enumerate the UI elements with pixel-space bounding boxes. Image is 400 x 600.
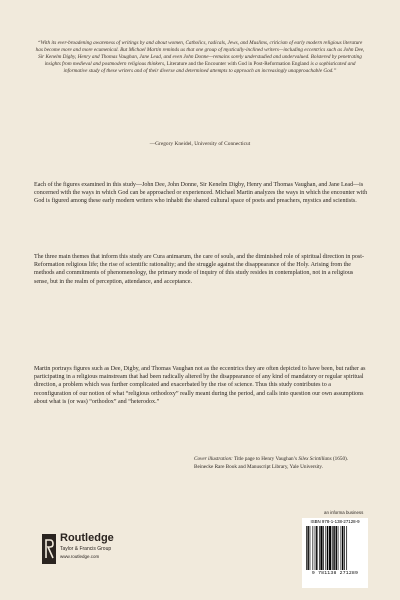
publisher-group: Taylor & Francis Group: [60, 546, 112, 552]
cover-illustration-label: Cover illustration:: [194, 456, 233, 462]
publisher-name: Routledge: [60, 532, 114, 544]
barcode-bars: [306, 526, 364, 570]
endorsement-text: “With its ever-broadening awareness of writings by and about women, Catholics, radicals, Jews, and Muslims, criticism of early modern religious literature has become more and more ecumenical. But Michael Martin reminds us that one group of mystically-inclined writers—including eccentrics such as John Dee, Sir Kenelm Digby, Henry and Thomas Vaughan, Jane Lead, and even John Donne—remains sorely understudied and undervalued. Bolstered by penetrating insights from medieval and postmodern religious thinkers,: [35, 40, 365, 68]
cover-illustration-title: Silex Scintillans: [298, 456, 332, 462]
routledge-logo-icon: [42, 534, 56, 564]
cover-illustration-text: Title page to Henry Vaughan’s: [233, 456, 298, 462]
description-paragraph-1: Each of the figures examined in this study—John Dee, John Donne, Sir Kenelm Digby, Henry and Thomas Vaughan, and Jane Lead—is concerned with the ways in which God can be approached or experienced. Michael Martin analyzes the ways in which the encounter with God is figured among these early modern writers who inhabit the shared cultural space of poets and preachers, mystics and scientists.: [34, 182, 368, 205]
cover-illustration-library: Beinecke Rare Book and Manuscript Library, Yale University.: [194, 463, 323, 470]
publisher-logo: [42, 530, 172, 570]
endorsement-attribution: —Gregory Kneidel, University of Connecticut: [149, 141, 251, 147]
isbn-label: ISBN 978-1-138-27128-9: [310, 519, 360, 524]
publisher-url: www.routledge.com: [60, 554, 100, 559]
description-paragraph-2: The three main themes that inform this study are Cura animarum, the care of souls, and the diminished role of spiritual direction in post-Reformation religious life; the rise of scientific rationality; and the struggle against the disappearance of the Holy. Arising from the methods and commitments of phenomenology, the primary mode of inquiry of this study resides in contemplation, not in a religious sense, but in the realm of perception, attendance, and acceptance.: [34, 254, 364, 285]
endorsement-quote: [34, 40, 366, 75]
informa-label: an informa business: [324, 510, 364, 515]
description-paragraph-3: Martin portrays figures such as Dee, Digby, and Thomas Vaughan not as the eccentrics they are often depicted to have been, but rather as participating in a religious mainstream that had been radically altered by the disappearance of any kind of mandatory or regular spiritual direction, a problem which was further complicated and exacerbated by the rise of science. Thus this study contributes to a reconfiguration of our notion of what “religious orthodoxy” really meant during the period, and calls into question our own assumptions about what is (or was) “orthodox” and “heterodox.”: [34, 366, 366, 405]
endorsement-book-title: Literature and the Encounter with God in Post-Reformation England: [166, 61, 310, 68]
endorsement-text-end: is a sophisticated and informative study of these writers and of their diverse and determined attempts to approach an increasingly unapproachable God.”: [63, 61, 356, 75]
cover-illustration-date: (1650).: [332, 456, 349, 462]
barcode-digits: 9 781138 271289: [311, 571, 359, 576]
cover-illustration-credit: [194, 456, 374, 471]
isbn-barcode: [302, 518, 368, 588]
